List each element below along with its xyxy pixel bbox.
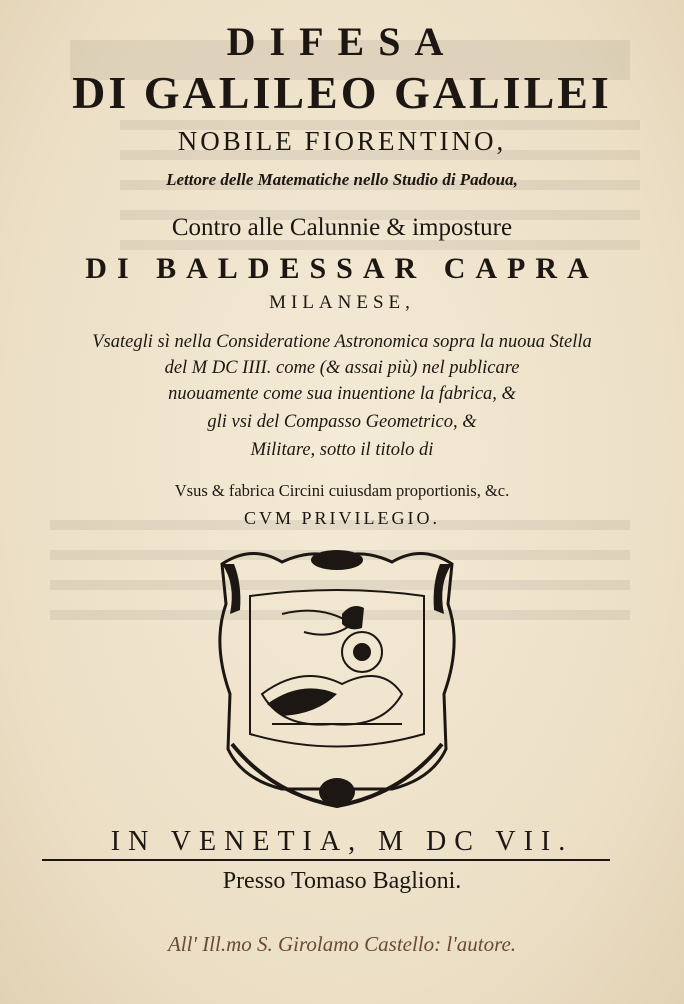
subtitle-lettore: Lettore delle Matematiche nello Studio di Padoua, [166,170,518,189]
handwritten-dedication: All' Ill.mo S. Girolamo Castello: l'autore. [167,932,517,956]
body-line: nuouamente come sua inuentione la fabrica, & [168,384,516,404]
title-difesa: DIFESA [226,19,458,64]
body-line: Militare, sotto il titolo di [250,440,434,460]
author-capra: DI BALDESSAR CAPRA [85,252,599,285]
woodcut-device [212,544,462,814]
body-line: Vsategli sì nella Consideratione Astronomica sopra la nuoua Stella [92,332,592,352]
latin-title: Vsus & fabrica Circini cuiusdam proportionis, &c. [174,481,510,500]
subtitle-contro: Contro alle Calunnie & imposture [171,214,513,241]
subtitle-nobile: NOBILE FIORENTINO, [177,126,507,156]
privilege-line: CVM PRIVILEGIO. [244,508,440,528]
body-line: del M DC IIII. come (& assai più) nel publicare [164,358,520,378]
imprint-place: IN VENETIA, M DC VII. [110,826,574,857]
divider-rule [42,859,610,861]
title-galileo: DI GALILEO GALILEI [72,67,612,118]
author-origin: MILANESE, [269,292,415,313]
body-line: gli vsi del Compasso Geometrico, & [207,412,477,432]
imprint-printer: Presso Tomaso Baglioni. [222,868,462,894]
